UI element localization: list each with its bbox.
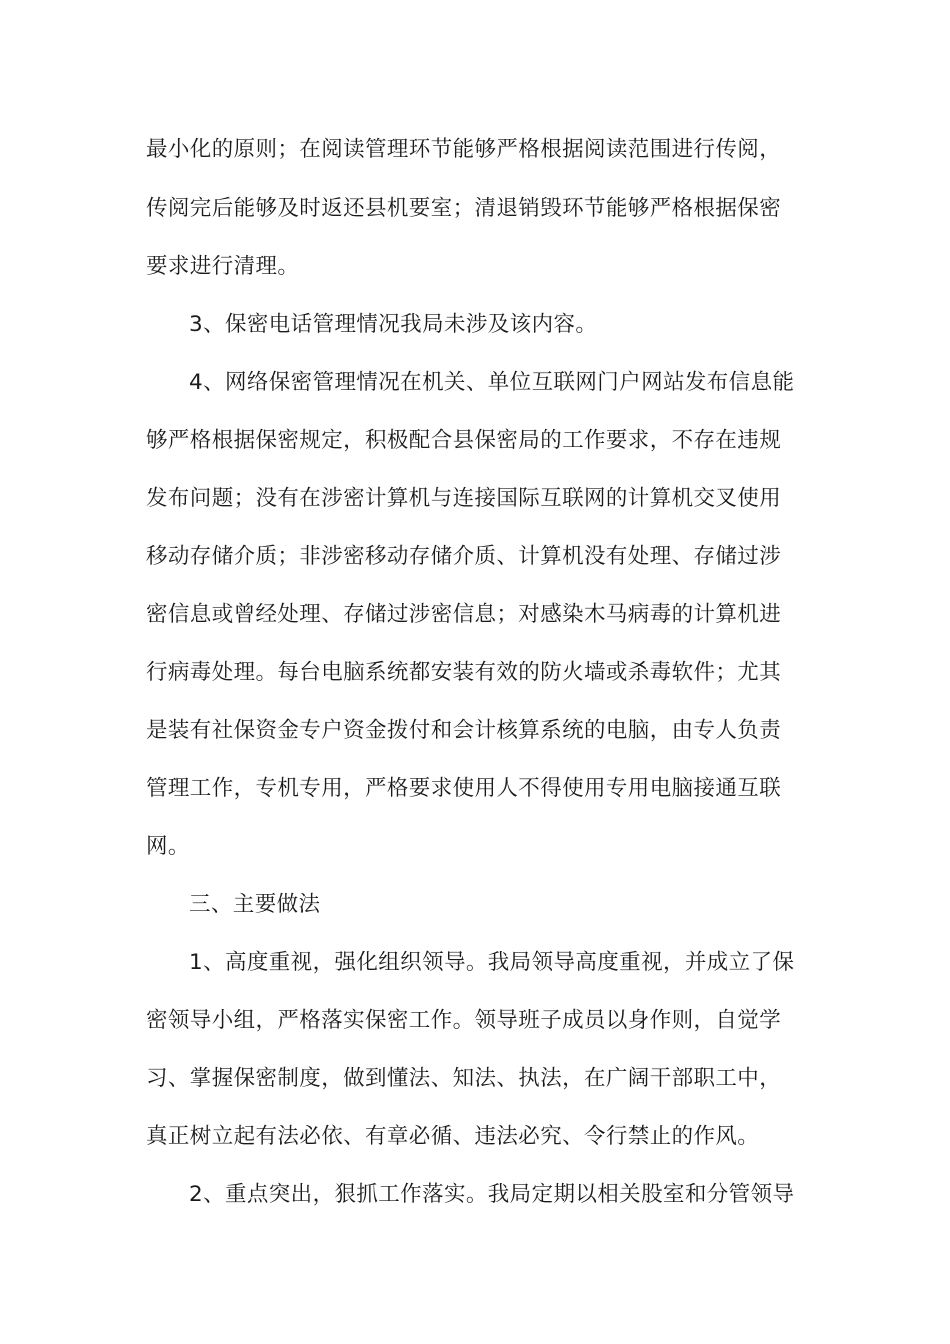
text-line: 1、高度重视，强化组织领导。我局领导高度重视，并成立了保: [189, 950, 795, 975]
text-line: 2、重点突出，狠抓工作落实。我局定期以相关股室和分管领导: [189, 1182, 795, 1207]
text-line: 够严格根据保密规定，积极配合县保密局的工作要求，不存在违规: [146, 428, 782, 453]
text-line: 密信息或曾经处理、存储过涉密信息；对感染木马病毒的计算机进: [146, 602, 782, 627]
text-line: 最小化的原则；在阅读管理环节能够严格根据阅读范围进行传阅，: [146, 137, 782, 162]
text-line: 要求进行清理。: [146, 254, 300, 279]
text-line: 3、保密电话管理情况我局未涉及该内容。: [189, 312, 598, 337]
text-line: 移动存储介质；非涉密移动存储介质、计算机没有处理、存储过涉: [146, 544, 782, 569]
text-line: 传阅完后能够及时返还县机要室；清退销毁环节能够严格根据保密: [146, 196, 782, 221]
text-line: 是装有社保资金专户资金拨付和会计核算系统的电脑，由专人负责: [146, 718, 782, 743]
text-line: 习、掌握保密制度，做到懂法、知法、执法，在广阔干部职工中，: [146, 1066, 782, 1091]
text-line: 网。: [146, 834, 190, 859]
section-heading: 三、主要做法: [189, 892, 321, 917]
text-line: 行病毒处理。每台电脑系统都安装有效的防火墙或杀毒软件；尤其: [146, 660, 782, 685]
text-line: 发布问题；没有在涉密计算机与连接国际互联网的计算机交叉使用: [146, 486, 782, 511]
text-line: 密领导小组，严格落实保密工作。领导班子成员以身作则，自觉学: [146, 1008, 782, 1033]
text-line: 真正树立起有法必依、有章必循、违法必究、令行禁止的作风。: [146, 1124, 760, 1149]
text-line: 管理工作，专机专用，严格要求使用人不得使用专用电脑接通互联: [146, 776, 782, 801]
text-line: 4、网络保密管理情况在机关、单位互联网门户网站发布信息能: [189, 370, 795, 395]
